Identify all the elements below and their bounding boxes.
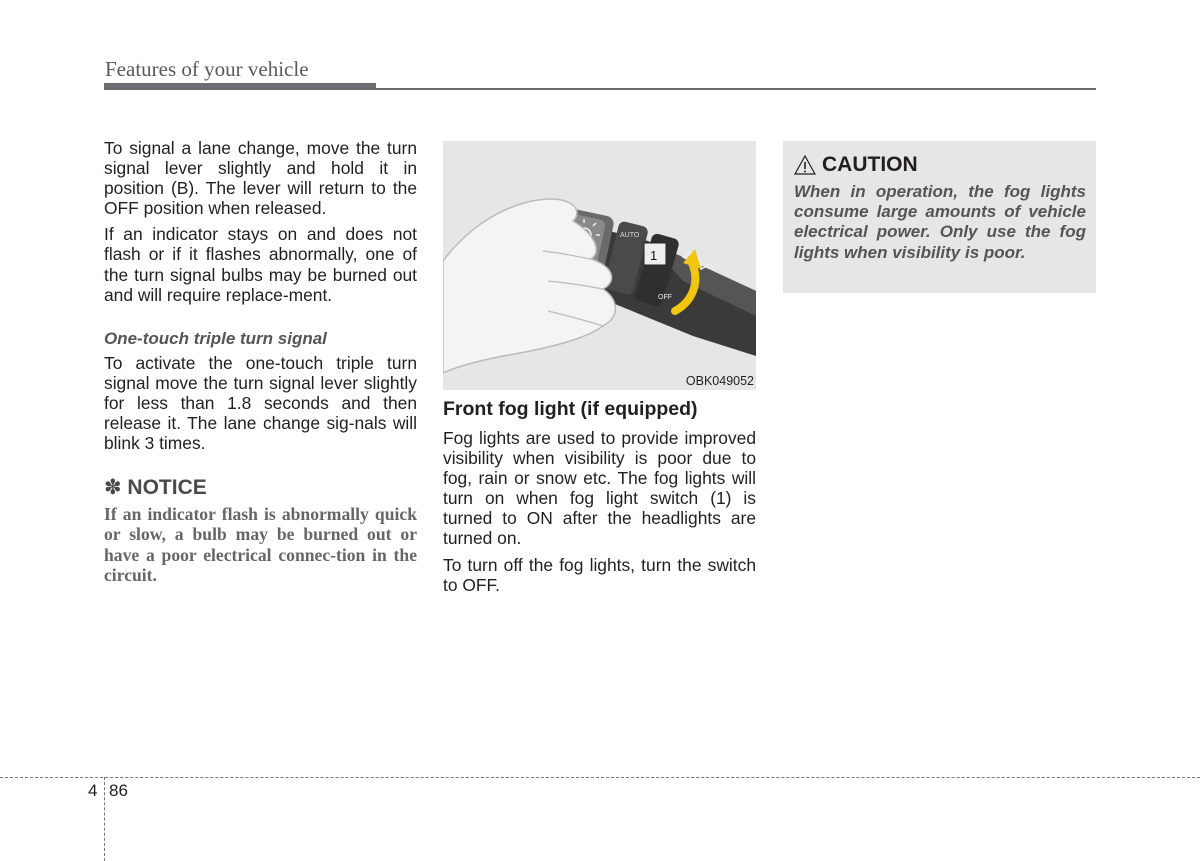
lane-change-paragraph: To signal a lane change, move the turn signal lever slightly and hold it in position (B). The lever will return to the OFF position when released. bbox=[104, 138, 417, 219]
figure-code: OBK049052 bbox=[685, 374, 754, 388]
footer-dashed-divider bbox=[104, 777, 105, 861]
page-number: 86 bbox=[109, 781, 128, 800]
left-column bbox=[104, 138, 417, 585]
fog-light-section-title: Front fog light (if equipped) bbox=[443, 398, 698, 420]
indicator-paragraph: If an indicator stays on and does not flash or if it flashes abnormally, one of the turn signal bulbs may be burned out and will require replace-ment. bbox=[104, 224, 417, 305]
caution-header bbox=[794, 153, 1086, 177]
warning-triangle-icon bbox=[794, 155, 816, 175]
figure-label-off: OFF bbox=[658, 294, 672, 301]
caution-body: When in operation, the fog lights consume large amounts of vehicle electrical power. Only use the fog lights when visibility is poor. bbox=[794, 182, 1086, 262]
figure-label-one: 1 bbox=[650, 248, 658, 263]
notice-title: ✽ NOTICE bbox=[104, 476, 207, 500]
middle-column bbox=[443, 138, 756, 601]
right-column bbox=[783, 138, 1096, 293]
header-rule-thin bbox=[104, 88, 1096, 90]
fog-light-off-paragraph: To turn off the fog lights, turn the switch to OFF. bbox=[443, 554, 756, 595]
notice-body: If an indicator flash is abnormally quick or slow, a bulb may be burned out or have a poor electrical connec-tion in the circuit. bbox=[104, 504, 417, 585]
page-header-title: Features of your vehicle bbox=[105, 57, 309, 81]
fog-light-paragraph: Fog lights are used to provide improved visibility when visibility is poor due to fog, rain or snow etc. The fog lights will turn on when fog light switch (1) is turned to ON after the headlights are turned on. bbox=[443, 428, 756, 549]
footer-dashed-rule bbox=[0, 777, 1200, 778]
fog-light-switch-figure bbox=[443, 141, 756, 390]
hand-lever-illustration bbox=[443, 141, 756, 390]
chapter-number: 4 bbox=[88, 781, 98, 800]
one-touch-subhead: One-touch triple turn signal bbox=[104, 328, 327, 348]
figure-label-auto: AUTO bbox=[620, 232, 640, 239]
caution-box bbox=[783, 141, 1096, 293]
caution-title: CAUTION bbox=[822, 153, 918, 176]
one-touch-paragraph: To activate the one-touch triple turn signal move the turn signal lever slightly for less than 1.8 seconds and then release it. The lane change sig-nals will blink 3 times. bbox=[104, 352, 417, 454]
